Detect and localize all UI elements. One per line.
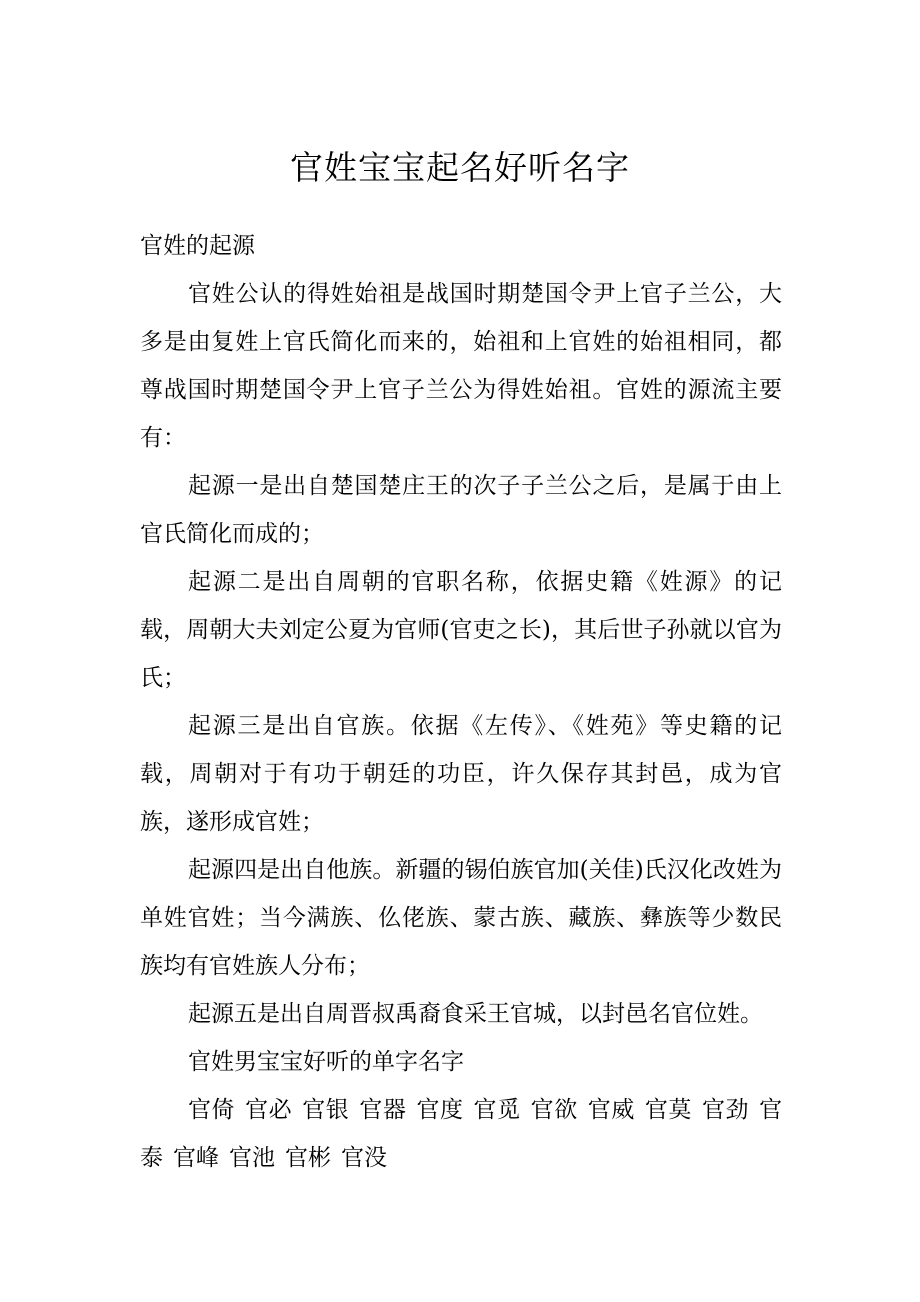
name-item: 官池 <box>229 1145 275 1171</box>
name-item: 官威 <box>587 1097 635 1123</box>
name-item: 官银 <box>302 1097 350 1123</box>
paragraph-intro: 官姓公认的得姓始祖是战国时期楚国令尹上官子兰公，大多是由复姓上官氏简化而来的，始祖和上官姓的始祖相同，都尊战国时期楚国令尹上官子兰公为得姓始祖。官姓的源流主要有： <box>140 281 782 451</box>
name-item: 官度 <box>416 1097 464 1123</box>
section-heading: 官姓的起源 <box>140 233 255 259</box>
subheading-male-names: 官姓男宝宝好听的单字名字 <box>188 1049 464 1075</box>
document-body <box>140 222 782 1182</box>
paragraph-origin-4: 起源四是出自他族。新疆的锡伯族官加(关佳)氏汉化改姓为单姓官姓；当今满族、仫佬族、蒙古族、藏族、彝族等少数民族均有官姓族人分布； <box>140 857 782 979</box>
name-item: 官倚 <box>188 1097 236 1123</box>
name-item: 官彬 <box>285 1145 331 1171</box>
name-item: 官欲 <box>530 1097 578 1123</box>
name-item: 官莫 <box>644 1097 692 1123</box>
name-item: 官劲 <box>701 1097 750 1123</box>
document-title: 官姓宝宝起名好听名字 <box>290 148 630 187</box>
name-item: 官器 <box>359 1097 407 1123</box>
name-item: 官觅 <box>473 1097 521 1123</box>
paragraph-origin-5: 起源五是出自周晋叔禹裔食采王官城，以封邑名官位姓。 <box>188 1001 763 1027</box>
paragraph-origin-3: 起源三是出自官族。依据《左传》、《姓苑》等史籍的记载，周朝对于有功于朝廷的功臣，许久保存其封邑，成为官族，遂形成官姓； <box>140 713 782 835</box>
paragraph-origin-1: 起源一是出自楚国楚庄王的次子子兰公之后，是属于由上官氏简化而成的； <box>140 473 782 547</box>
paragraph-origin-2: 起源二是出自周朝的官职名称，依据史籍《姓源》的记载，周朝大夫刘定公夏为官师(官吏之长)，其后世子孙就以官为氏； <box>140 569 782 691</box>
name-list <box>140 1086 782 1182</box>
name-item: 官必 <box>245 1097 293 1123</box>
name-item: 官泰 <box>140 1097 783 1171</box>
name-item: 官峰 <box>173 1145 219 1171</box>
name-item: 官没 <box>341 1145 387 1171</box>
